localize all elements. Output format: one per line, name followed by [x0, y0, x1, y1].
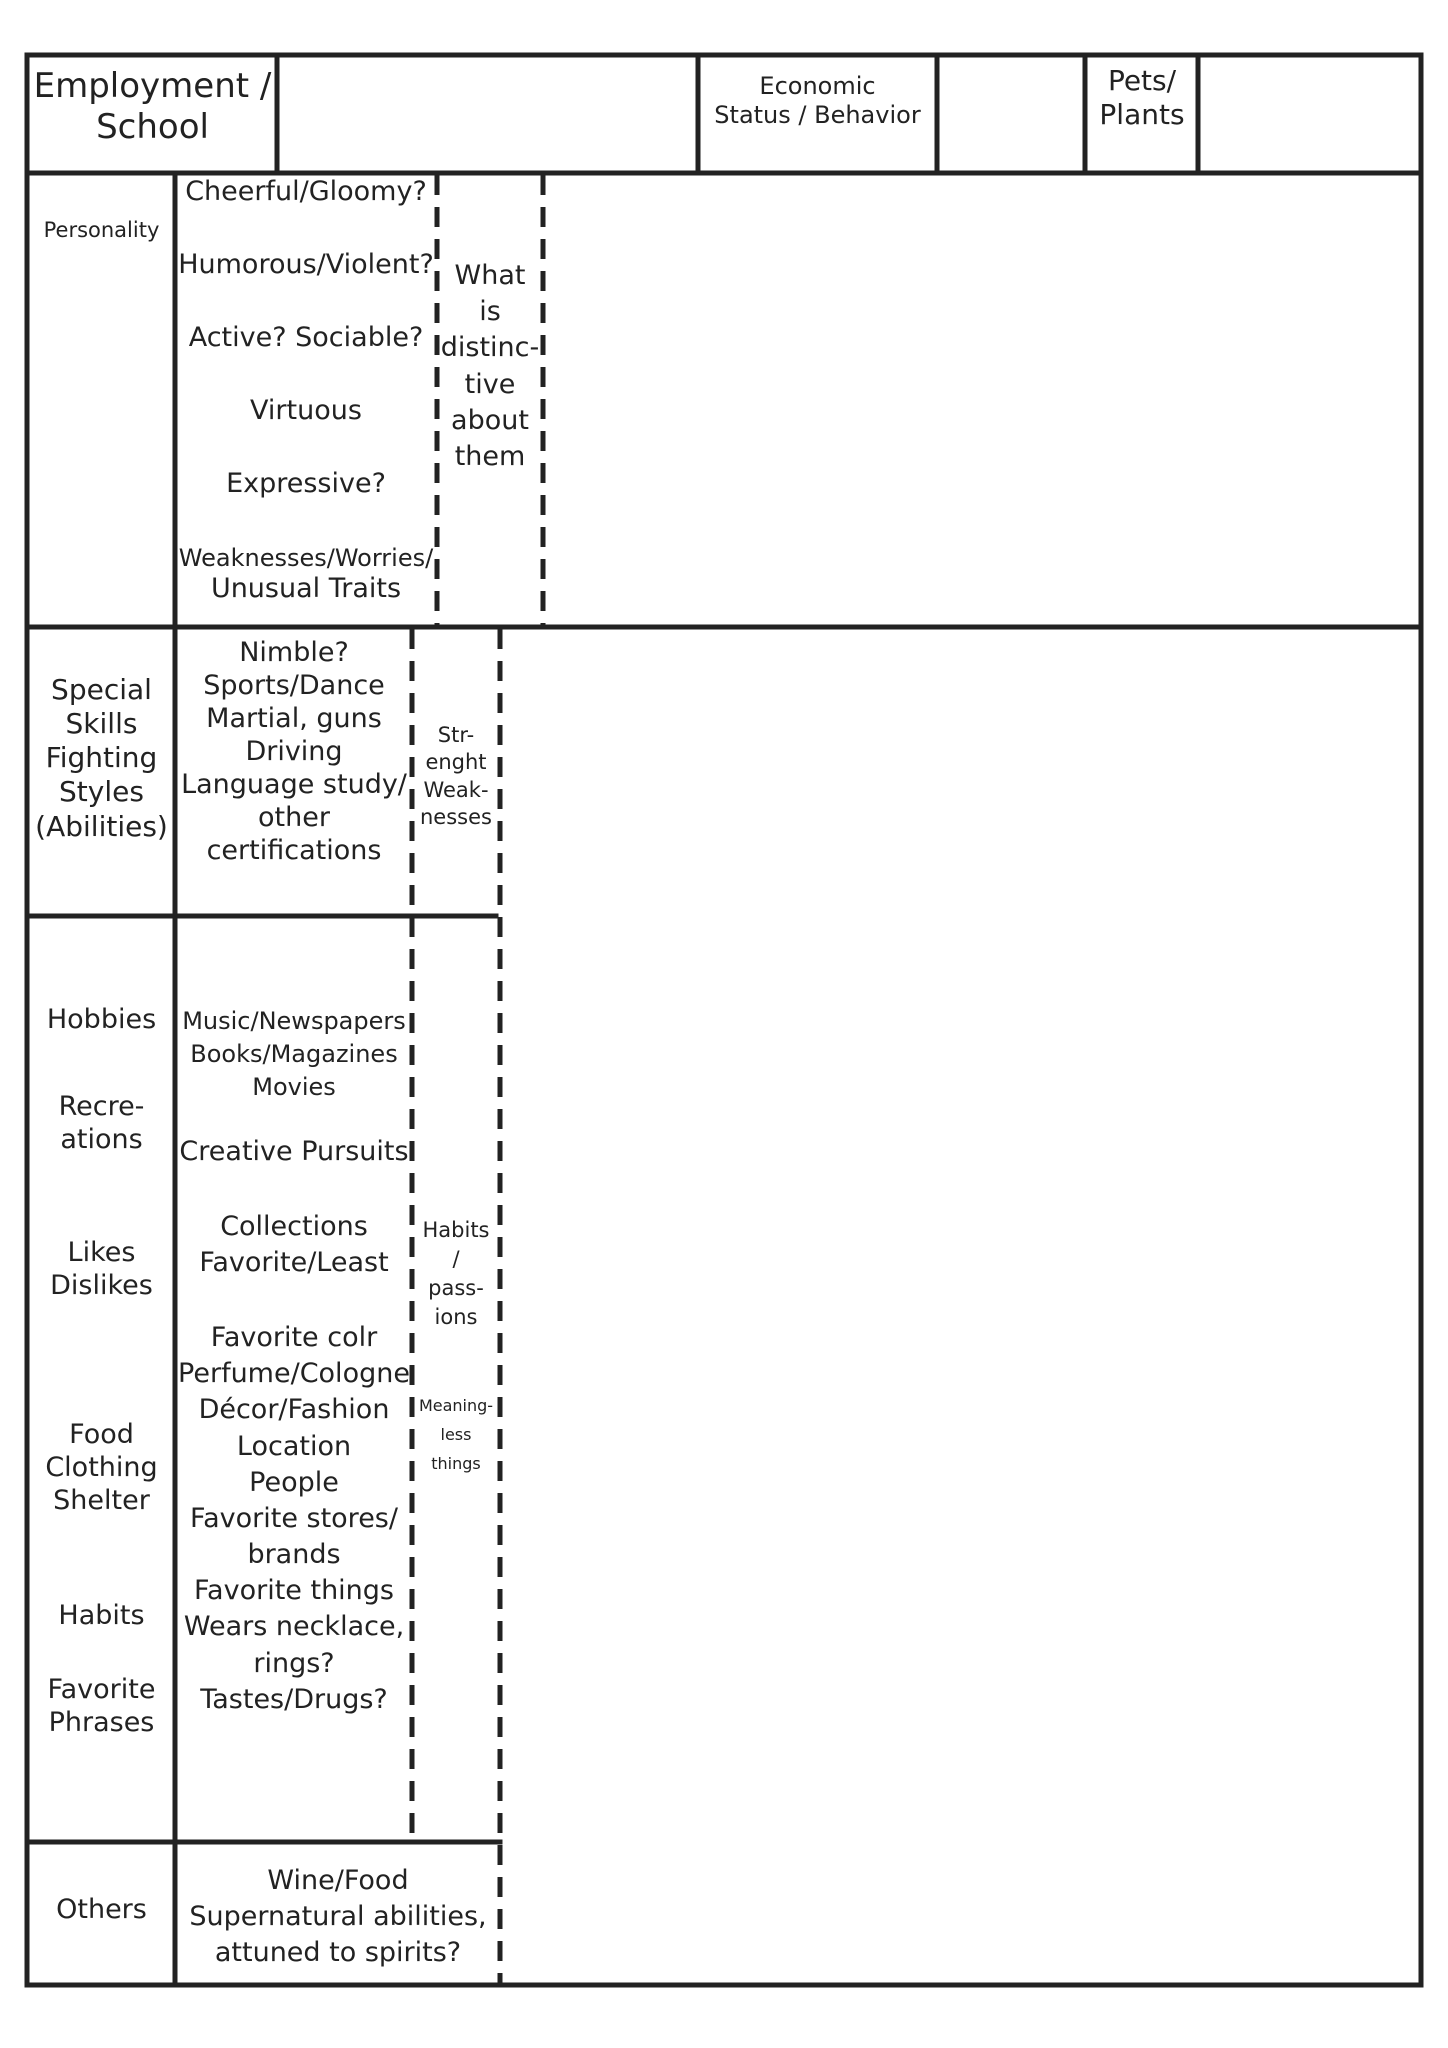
pets-plants-label: Pets/ Plants	[1099, 64, 1185, 132]
creative-pursuits-prompt: Creative Pursuits	[179, 1136, 409, 1167]
personality-note: What is distinc- tive about them	[440, 260, 540, 472]
personality-prompt: Virtuous	[250, 395, 362, 426]
special-skills-label: Special Skills Fighting Styles (Abilities)	[35, 673, 168, 843]
hobbies-answer-area[interactable]	[505, 920, 1418, 1838]
favorites-prompts: Favorite colr Perfume/Cologne Décor/Fashion Location People Favorite stores/ brands Favorite things Wears necklace, rings? Tastes/Drugs?	[178, 1322, 410, 1715]
habits-passions-note: Habits / pass- ions	[422, 1218, 490, 1329]
skills-prompts: Nimble? Sports/Dance Martial, guns Driving Language study/ other certifications	[181, 637, 407, 866]
personality-answer-area[interactable]	[548, 178, 1418, 624]
employment-school-label: Employment / School	[33, 66, 272, 148]
food-clothing-shelter-label: Food Clothing Shelter	[45, 1419, 158, 1516]
habits-label: Habits	[58, 1600, 145, 1631]
meaningless-things-note: Meaning- less things	[418, 1396, 494, 1473]
likes-dislikes-label: Likes Dislikes	[50, 1237, 153, 1301]
economic-status-field[interactable]	[940, 58, 1082, 170]
others-label: Others	[56, 1894, 147, 1925]
personality-prompt: Cheerful/Gloomy?	[185, 176, 427, 207]
personality-prompt: Weaknesses/Worries/ Unusual Traits	[178, 544, 434, 605]
personality-prompt: Active? Sociable?	[188, 322, 424, 353]
hobbies-label: Hobbies	[46, 1004, 157, 1035]
collections-prompts: Collections Favorite/Least	[199, 1211, 389, 1279]
employment-school-field[interactable]	[280, 58, 695, 170]
personality-label: Personality	[43, 218, 160, 242]
skills-answer-area[interactable]	[505, 632, 1418, 912]
media-prompts: Music/Newspapers Books/Magazines Movies	[182, 1007, 406, 1102]
favorite-phrases-label: Favorite Phrases	[47, 1674, 156, 1738]
skills-note: Str- enght Weak- nesses	[420, 723, 492, 829]
others-prompts: Wine/Food Supernatural abilities, attuned to spirits?	[189, 1865, 487, 1969]
personality-prompt: Expressive?	[226, 468, 386, 499]
others-answer-area[interactable]	[505, 1846, 1418, 1982]
economic-status-label: Economic Status / Behavior	[714, 72, 921, 130]
recreations-label: Recre- ations	[58, 1091, 145, 1155]
pets-plants-field[interactable]	[1201, 58, 1418, 170]
personality-prompt: Humorous/Violent?	[178, 249, 434, 280]
